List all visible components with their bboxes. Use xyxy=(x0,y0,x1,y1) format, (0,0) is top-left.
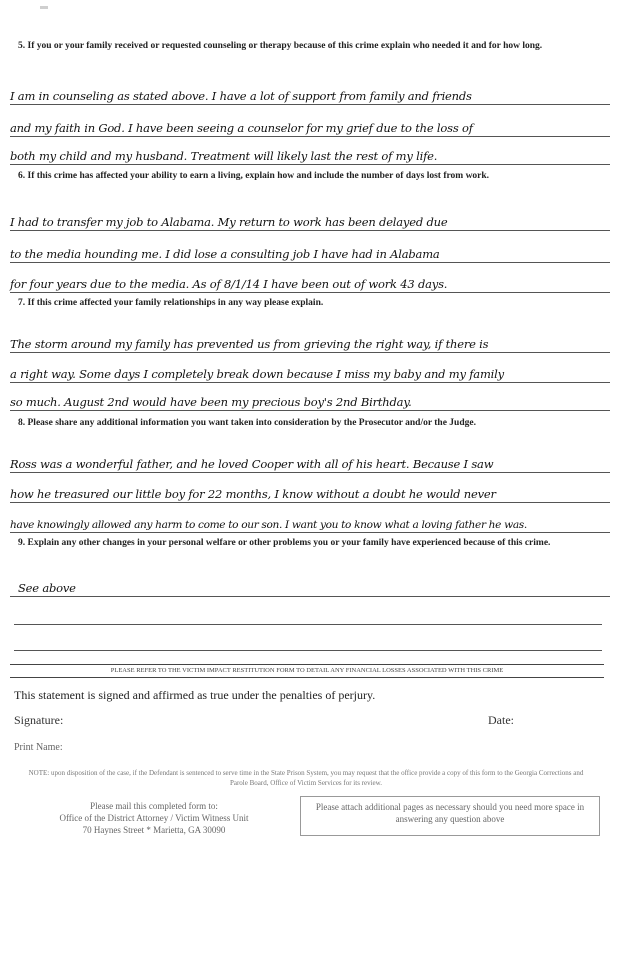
handwritten-answer: See above xyxy=(18,581,76,595)
handwritten-answer: Ross was a wonderful father, and he loved Cooper with all of his heart. Because I saw xyxy=(10,457,494,471)
handwritten-answer: both my child and my husband. Treatment will likely last the rest of my life. xyxy=(10,149,438,163)
handwritten-answer: have knowingly allowed any harm to come to our son. I want you to know what a loving father he was. xyxy=(10,519,527,531)
signature-label: Signature: xyxy=(14,713,64,727)
answer-9-line-1 xyxy=(10,574,610,597)
mailing-address-block xyxy=(14,800,294,836)
answer-5-line-2 xyxy=(10,114,610,137)
answer-6-line-1 xyxy=(10,208,610,231)
parole-board-note: NOTE: upon disposition of the case, if the Defendant is sentenced to serve time in the State Prison System, you may request that the office provide a copy of this form to the Georgia Corrections and Parole Board, Office of Victim Services for its review. xyxy=(28,769,584,787)
restitution-form-notice: PLEASE REFER TO THE VICTIM IMPACT RESTITUTION FORM TO DETAIL ANY FINANCIAL LOSSES ASSOCIATED WITH THIS CRIME xyxy=(10,664,604,678)
attach-pages-note: Please attach additional pages as necessary should you need more space in answering any question above xyxy=(300,796,600,836)
blank-answer-line xyxy=(14,650,602,651)
question-8-label: 8. Please share any additional information you want taken into consideration by the Prosecutor and/or the Judge. xyxy=(18,418,476,428)
answer-6-line-2 xyxy=(10,240,610,263)
question-7-label: 7. If this crime affected your family relationships in any way please explain. xyxy=(18,298,324,308)
answer-5-line-3 xyxy=(10,142,610,165)
handwritten-answer: I had to transfer my job to Alabama. My return to work has been delayed due xyxy=(10,215,448,229)
blank-answer-line xyxy=(14,624,602,625)
handwritten-answer: I am in counseling as stated above. I have a lot of support from family and friends xyxy=(10,89,472,103)
handwritten-answer: The storm around my family has prevented us from grieving the right way, if there is xyxy=(10,337,489,351)
question-5-label: 5. If you or your family received or requested counseling or therapy because of this crime explain who needed it and for how long. xyxy=(18,41,543,51)
handwritten-answer: and my faith in God. I have been seeing a counselor for my grief due to the loss of xyxy=(10,121,473,135)
question-6-label: 6. If this crime has affected your ability to earn a living, explain how and include the number of days lost from work. xyxy=(18,171,490,181)
handwritten-answer: so much. August 2nd would have been my precious boy's 2nd Birthday. xyxy=(10,395,412,409)
mail-office: Office of the District Attorney / Victim Witness Unit xyxy=(59,813,249,823)
handwritten-answer: for four years due to the media. As of 8/1/14 I have been out of work 43 days. xyxy=(10,277,448,291)
answer-5-line-1 xyxy=(10,82,610,105)
handwritten-answer: a right way. Some days I completely break down because I miss my baby and my family xyxy=(10,367,504,381)
answer-7-line-2 xyxy=(10,360,610,383)
affirmation-statement: This statement is signed and affirmed as true under the penalties of perjury. xyxy=(14,688,376,702)
answer-8-line-2 xyxy=(10,480,610,503)
answer-7-line-1 xyxy=(10,330,610,353)
date-label: Date: xyxy=(488,713,514,727)
answer-8-line-3 xyxy=(10,510,610,533)
mail-instruction: Please mail this completed form to: xyxy=(90,801,218,811)
answer-7-line-3 xyxy=(10,388,610,411)
mail-street: 70 Haynes Street * Marietta, GA 30090 xyxy=(82,825,226,835)
handwritten-answer: how he treasured our little boy for 22 months, I know without a doubt he would never xyxy=(10,487,496,501)
print-name-label: Print Name: xyxy=(14,742,63,753)
answer-6-line-3 xyxy=(10,270,610,293)
answer-8-line-1 xyxy=(10,450,610,473)
handwritten-answer: to the media hounding me. I did lose a consulting job I have had in Alabama xyxy=(10,247,440,261)
scan-smudge xyxy=(40,6,48,9)
question-9-label: 9. Explain any other changes in your personal welfare or other problems you or your family have experienced because of this crime. xyxy=(18,538,551,548)
